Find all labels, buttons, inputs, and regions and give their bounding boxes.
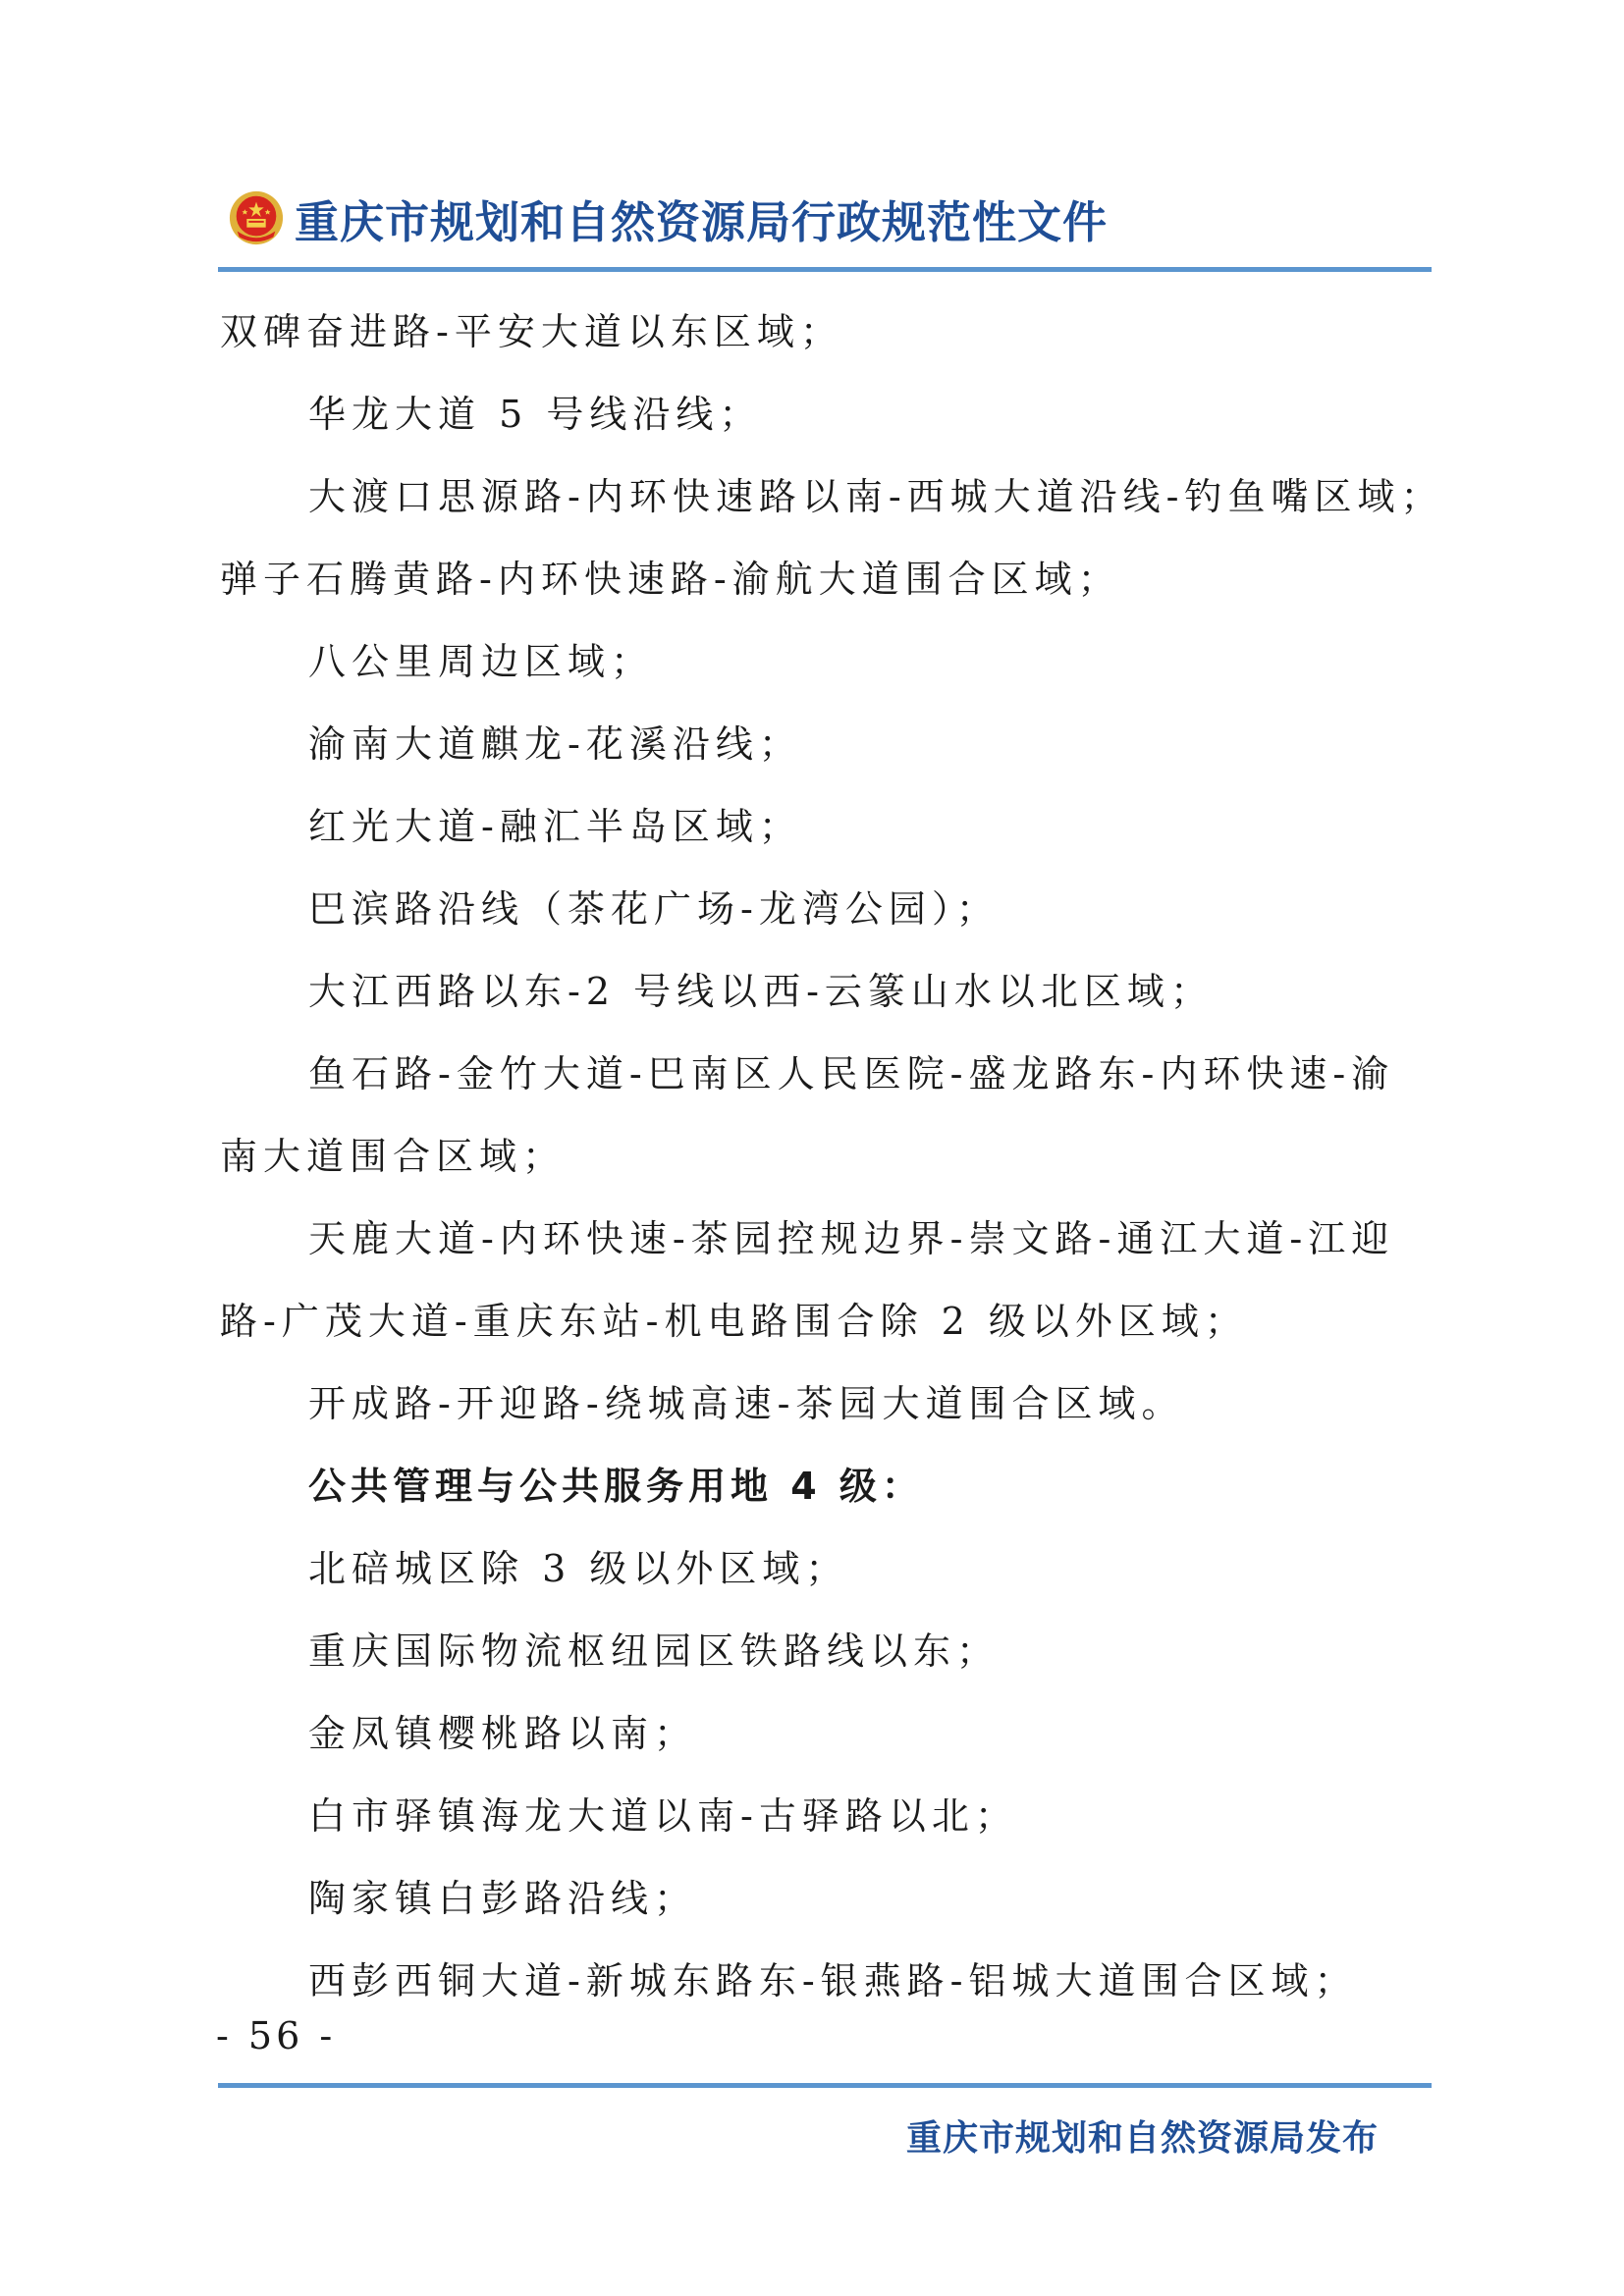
body-line: 弹子石腾黄路-内环快速路-渝航大道围合区域； [220,558,1121,601]
body-line: 西彭西铜大道-新城东路东-银燕路-铝城大道围合区域； [308,1959,1358,2002]
body-line: 大江西路以东-2 号线以西-云篆山水以北区域； [308,970,1214,1013]
header-divider [218,267,1432,272]
body-line: 红光大道-融汇半岛区域； [308,805,802,848]
section-heading: 公共管理与公共服务用地 4 级： [308,1465,924,1508]
footer-divider [218,2083,1432,2088]
body-line: 北碚城区除 3 级以外区域； [308,1547,849,1590]
body-line: 白市驿镇海龙大道以南-古驿路以北； [308,1794,1018,1838]
body-line: 华龙大道 5 号线沿线； [308,393,763,436]
body-line: 开成路-开迎路-绕城高速-茶园大道围合区域。 [308,1382,1185,1425]
body-line: 路-广茂大道-重庆东站-机电路围合除 2 级以外区域； [220,1300,1248,1343]
body-line: 天鹿大道-内环快速-茶园控规边界-崇文路-通江大道-江迎 [308,1217,1395,1260]
body-line: 陶家镇白彭路沿线； [308,1877,698,1920]
national-emblem-icon [228,189,285,246]
footer-publisher: 重庆市规划和自然资源局发布 [905,2118,1379,2159]
body-line: 渝南大道麒龙-花溪沿线； [308,722,802,766]
body-line: 双碑奋进路-平安大道以东区域； [220,310,843,353]
body-line: 重庆国际物流枢纽园区铁路线以东； [308,1629,1001,1673]
page-number: - 56 - [216,2014,337,2057]
document-body [220,291,1444,2022]
body-line: 大渡口思源路-内环快速路以南-西城大道沿线-钓鱼嘴区域； [308,475,1444,518]
body-line: 八公里周边区域； [308,640,655,683]
body-line: 巴滨路沿线（茶花广场-龙湾公园）； [308,887,1000,931]
body-line: 鱼石路-金竹大道-巴南区人民医院-盛龙路东-内环快速-渝 [308,1052,1395,1095]
body-line: 金凤镇樱桃路以南； [308,1712,698,1755]
header-title: 重庆市规划和自然资源局行政规范性文件 [295,195,1109,248]
document-header [228,187,1108,249]
body-line: 南大道围合区域； [220,1135,567,1178]
